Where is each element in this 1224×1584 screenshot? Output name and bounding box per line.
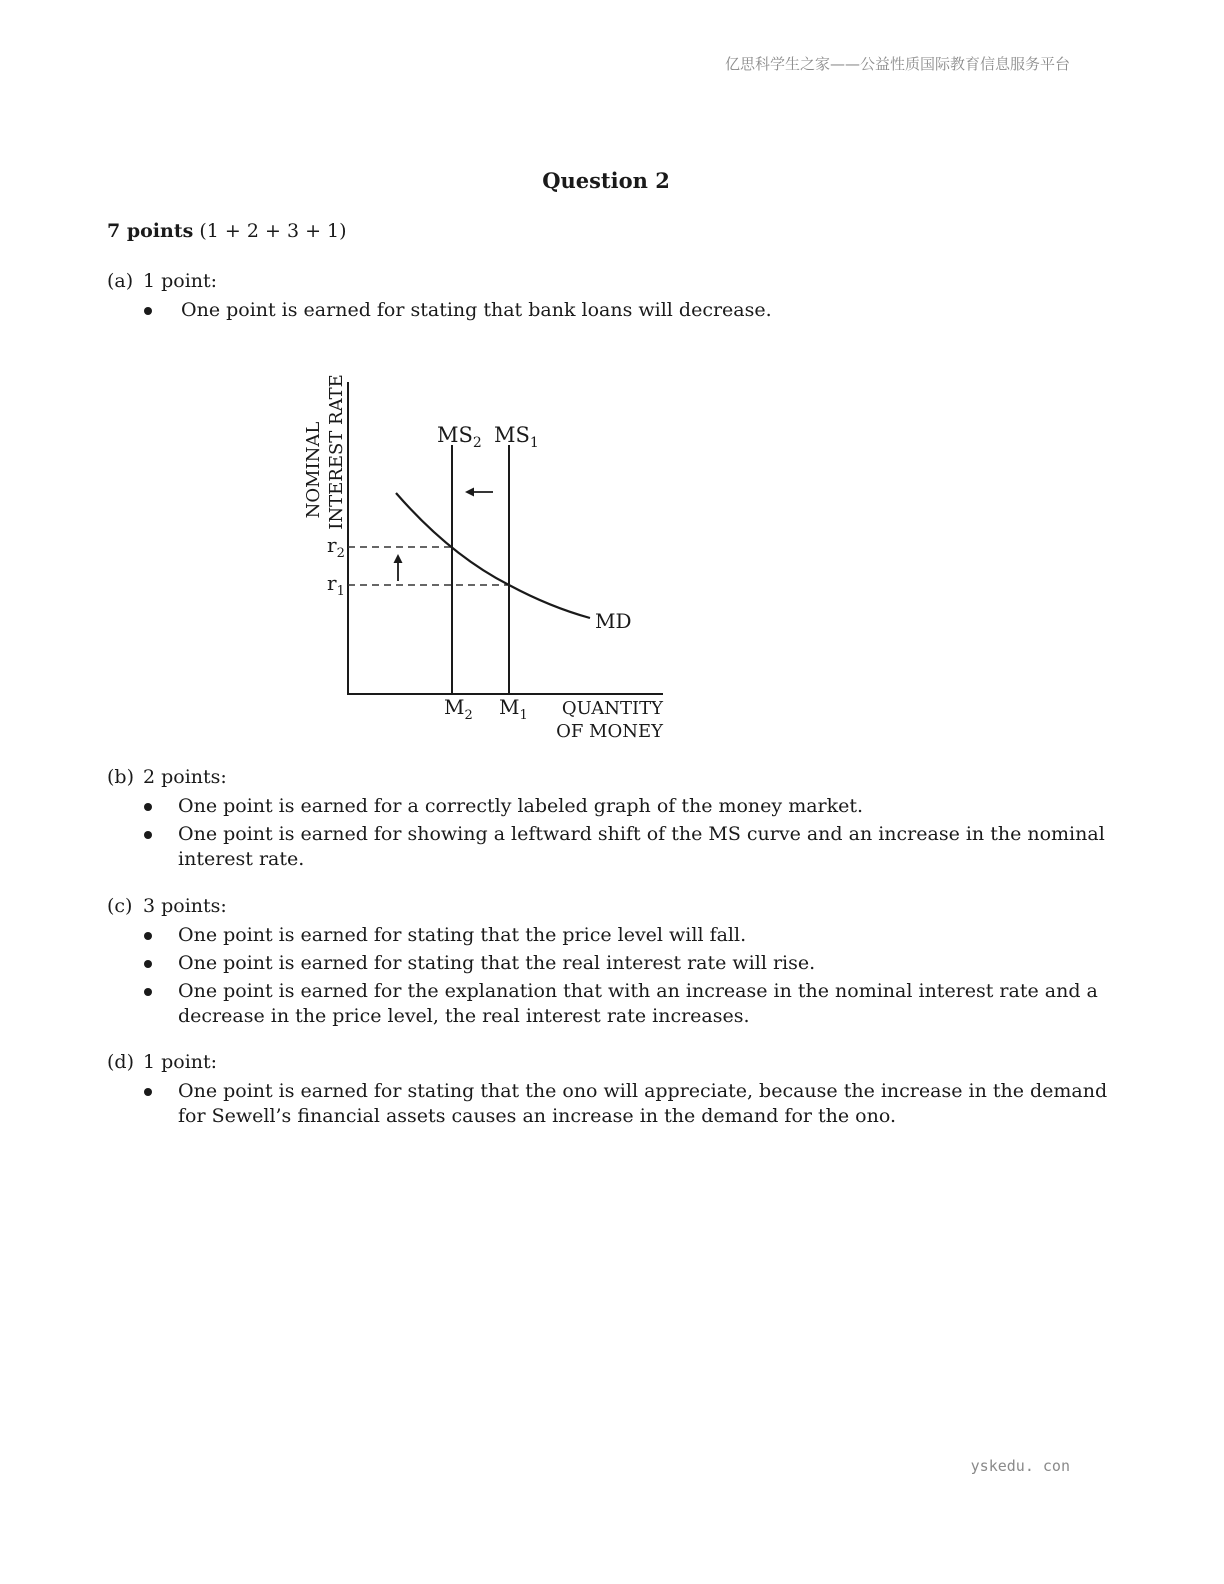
bullet-item: One point is earned for showing a leftward shift of the MS curve and an increase in the nominal interest rate. [140,822,1110,872]
leftward-arrowhead-icon [465,488,474,497]
upward-arrowhead-icon [394,554,403,563]
bullet-item: One point is earned for stating that the price level will fall. [140,923,1110,948]
part-c-heading [107,895,227,917]
bullet-dot-icon [144,988,152,996]
y-axis-label-line2: INTEREST RATE [326,374,347,530]
money-market-graph [290,370,690,750]
part-tag: (d) [107,1051,134,1073]
part-tag: (a) [107,270,134,292]
part-points: 2 points: [143,766,227,788]
bullet-item: One point is earned for stating that the real interest rate will rise. [140,951,1110,976]
bullet-dot-icon [144,307,152,315]
points-breakdown: (1 + 2 + 3 + 1) [199,220,347,242]
y-axis-label-line1: NOMINAL [303,421,324,519]
md-label: MD [595,609,632,633]
bullet-dot-icon [144,1088,152,1096]
m2-label: $M_2$ [444,695,473,723]
bullet-item: One point is earned for a correctly labeled graph of the money market. [140,794,1110,819]
part-a-heading [107,270,217,292]
bullet-dot-icon [144,803,152,811]
part-c-bullets [140,923,1110,1032]
bullet-dot-icon [144,960,152,968]
part-points: 1 point: [143,270,218,292]
ms1-label: $MS_1$ [494,423,539,451]
bullet-item: One point is earned for stating that bank loans will decrease. [140,298,1110,323]
points-total: 7 points [107,220,194,242]
part-b-bullets [140,794,1110,875]
r1-label: $r_1$ [327,571,345,599]
footer-watermark-text: yskedu. con [970,1457,1070,1475]
part-d-bullets [140,1079,1110,1132]
x-axis-label-line1: QUANTITY [561,698,663,719]
bullet-item: One point is earned for the explanation that with an increase in the nominal interest rate and a decrease in the price level, the real interest rate increases. [140,979,1110,1029]
bullet-dot-icon [144,831,152,839]
bullet-dot-icon [144,932,152,940]
part-points: 3 points: [143,895,227,917]
md-curve [396,493,590,618]
part-points: 1 point: [143,1051,218,1073]
part-b-heading [107,766,227,788]
part-tag: (b) [107,766,134,788]
header-watermark-text: 亿思科学生之家——公益性质国际教育信息服务平台 [724,55,1070,73]
bullet-item: One point is earned for stating that the ono will appreciate, because the increase in the demand for Sewell’s financial assets causes an increase in the demand for the ono. [140,1079,1110,1129]
points-summary [107,220,347,242]
page-title: Question 2 [542,168,670,193]
part-d-heading [107,1051,217,1073]
ms2-label: $MS_2$ [437,423,482,451]
part-a-bullets [140,298,1110,326]
m1-label: $M_1$ [499,695,528,723]
r2-label: $r_2$ [327,533,345,561]
x-axis-label-line2: OF MONEY [556,721,663,742]
part-tag: (c) [107,895,133,917]
